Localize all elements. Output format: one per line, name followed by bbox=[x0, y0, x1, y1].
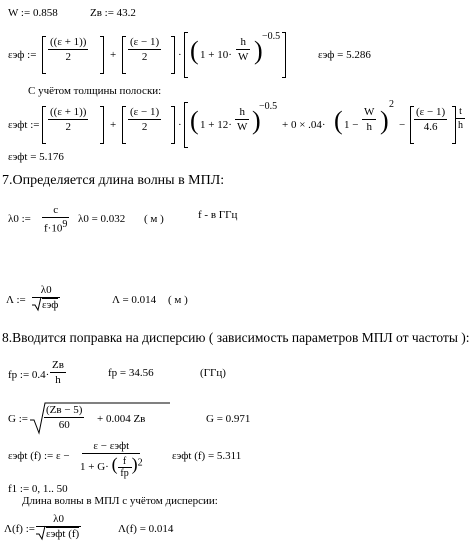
f-note: f - в ГГц bbox=[198, 209, 238, 221]
section-7-title: 7.Определяется длина волны в МПЛ: bbox=[2, 173, 225, 188]
t-over-h: t h bbox=[458, 106, 463, 131]
bracket-right bbox=[100, 36, 104, 74]
bracket-left bbox=[184, 32, 188, 78]
epf-frac: ε − εэфt 1 + G· ( $\frac{f}{fp}$ )$^2$ bbox=[80, 440, 143, 480]
Lambda-unit: ( м ) bbox=[168, 294, 188, 306]
eps-eft-inner: 1 + 12· bbox=[200, 119, 232, 131]
fp-result: fp = 34.56 bbox=[108, 367, 154, 379]
w-definition: W := 0.858 bbox=[8, 7, 58, 19]
Lambda-lhs: Λ := bbox=[6, 294, 26, 306]
h-over-w: h W bbox=[238, 36, 249, 64]
lambda0-frac: c $f\cdot 10^9$ bbox=[44, 204, 68, 235]
fp-unit: (ГГц) bbox=[200, 367, 226, 379]
sqrt-icon bbox=[32, 297, 42, 311]
zv-definition: Zв := 43.2 bbox=[90, 7, 136, 19]
eps-eff-frac2: (ε − 1) 2 bbox=[130, 36, 160, 64]
bracket-left bbox=[122, 36, 126, 74]
eps-eff-frac1: ((ε + 1)) 2 bbox=[50, 36, 87, 64]
Lambda-frac: λ0 εэф bbox=[32, 284, 60, 311]
eps-eft-frac1: ((ε + 1)) 2 bbox=[50, 106, 87, 134]
plus-sign: + bbox=[110, 49, 117, 61]
eps-eff-result: εэф = 5.286 bbox=[318, 49, 371, 61]
lambda0-lhs: λ0 := bbox=[8, 213, 31, 225]
fp-lhs: fp := 0.4· bbox=[8, 369, 50, 381]
lambda0-result: λ0 = 0.032 bbox=[78, 213, 126, 225]
section-8-title: 8.Вводится поправка на дисперсию ( зависимость параметров МПЛ от частоты ): bbox=[2, 330, 470, 345]
Lf-result: Λ(f) = 0.014 bbox=[118, 523, 174, 535]
eps-eft-lhs: εэфt := bbox=[8, 119, 40, 131]
fp-frac: Zв h bbox=[52, 359, 64, 387]
eps-eft-mid: + 0 × .04· bbox=[282, 119, 326, 131]
bracket-right bbox=[171, 36, 175, 74]
g-frac: (Zв − 5) 60 bbox=[46, 404, 83, 432]
eps-eft-frac2: (ε − 1) 2 bbox=[130, 106, 160, 134]
eps-eff-exponent: −0.5 bbox=[262, 31, 281, 42]
g-result: G = 0.971 bbox=[206, 413, 251, 425]
thickness-note: С учётом толщины полоски: bbox=[28, 85, 162, 97]
Lambda-result: Λ = 0.014 bbox=[112, 294, 157, 306]
bracket-left bbox=[42, 36, 46, 74]
dispersion-note: Длина волны в МПЛ с учётом дисперсии: bbox=[22, 495, 218, 507]
eps-eff-lhs: εэф := bbox=[8, 49, 37, 61]
eps-eff-inner: 1 + 10· bbox=[200, 49, 232, 61]
Lf-lhs: Λ(f) := bbox=[4, 523, 35, 535]
sqrt-icon bbox=[36, 526, 46, 540]
eps-eft-result: εэфt = 5.176 bbox=[8, 151, 64, 163]
g-lhs: G := bbox=[8, 413, 28, 425]
g-tail: + 0.004 Zв bbox=[97, 413, 146, 425]
f1-definition: f1 := 0, 1.. 50 bbox=[8, 483, 68, 495]
eps-eft-frac3: (ε − 1) 4.6 bbox=[416, 106, 446, 134]
epf-lhs: εэфt (f) := ε − bbox=[8, 450, 70, 462]
w-over-h: W h bbox=[364, 106, 375, 134]
epf-result: εэфt (f) = 5.311 bbox=[172, 450, 242, 462]
Lf-frac: λ0 εэфt (f) bbox=[36, 513, 81, 540]
lambda0-unit: ( м ) bbox=[144, 213, 164, 225]
h-over-w: h W bbox=[237, 106, 248, 134]
eps-eft-exponent: −0.5 bbox=[259, 101, 278, 112]
bracket-right bbox=[282, 32, 286, 78]
